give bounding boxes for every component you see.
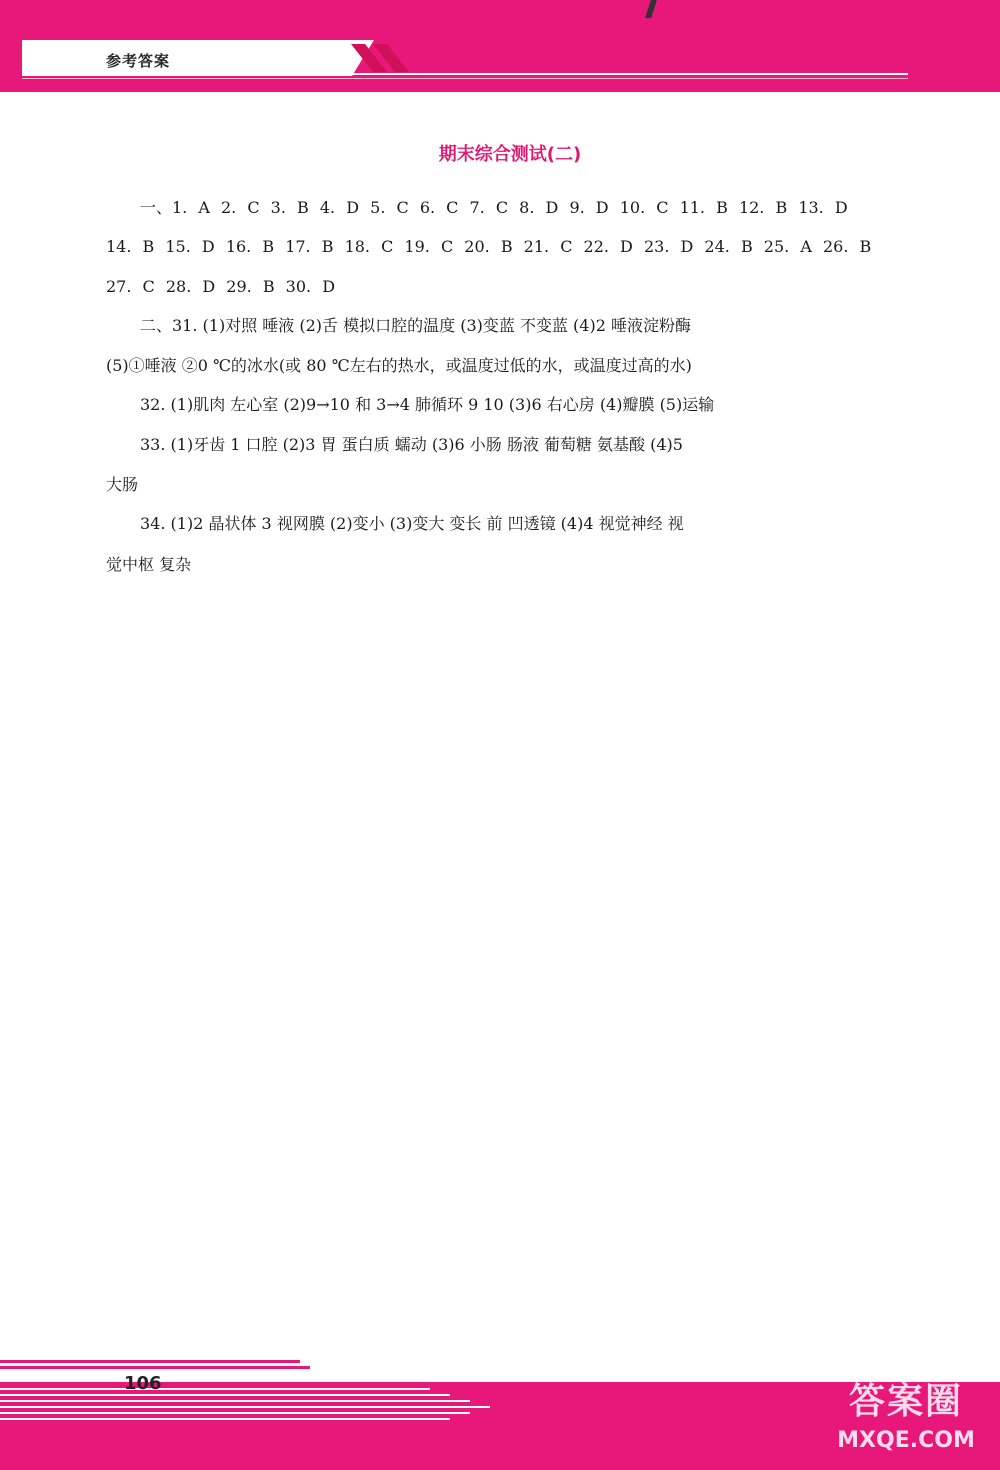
answer-line: 觉中枢 复杂 bbox=[106, 555, 192, 574]
header-label: 参考答案 bbox=[106, 52, 171, 70]
header-rule bbox=[22, 73, 908, 75]
footer-stripe bbox=[0, 1366, 310, 1369]
watermark-site: MXQE.COM bbox=[837, 1428, 975, 1453]
footer-rule bbox=[0, 1406, 490, 1408]
answer-line: 27. C 28. D 29. B 30. D bbox=[106, 277, 336, 296]
header-tab bbox=[22, 40, 352, 76]
watermark-logo: 答案圈 bbox=[848, 1381, 963, 1422]
footer-rule bbox=[0, 1394, 450, 1396]
answer-line: 34. (1)2 晶状体 3 视网膜 (2)变小 (3)变大 变长 前 凹透镜 (4)4 视觉神经 视 bbox=[140, 514, 684, 533]
answer-line: 二、31. (1)对照 唾液 (2)舌 模拟口腔的温度 (3)变蓝 不变蓝 (4)2 唾液淀粉酶 bbox=[140, 316, 691, 335]
footer-rule bbox=[0, 1388, 430, 1390]
page-number: 106 bbox=[124, 1373, 162, 1394]
footer-rule bbox=[0, 1400, 470, 1402]
answer-line: 一、1. A 2. C 3. B 4. D 5. C 6. C 7. C 8. D 9. D 10. C 11. B 12. B 13. D bbox=[140, 198, 848, 217]
footer-rule bbox=[0, 1418, 450, 1420]
answer-line: 33. (1)牙齿 1 口腔 (2)3 胃 蛋白质 蠕动 (3)6 小肠 肠液 葡萄糖 氨基酸 (4)5 bbox=[140, 435, 683, 454]
watermark bbox=[818, 1378, 994, 1464]
footer-rule bbox=[0, 1412, 470, 1414]
answer-line: 大肠 bbox=[106, 475, 139, 494]
section-title: 期末综合测试(二) bbox=[438, 144, 582, 165]
header-band bbox=[0, 0, 1000, 92]
header-rule bbox=[22, 78, 908, 79]
footer-stripe bbox=[0, 1360, 300, 1363]
answer-line: 14. B 15. D 16. B 17. B 18. C 19. C 20. B 21. C 22. D 23. D 24. B 25. A 26. B bbox=[106, 237, 872, 256]
answer-line: 32. (1)肌肉 左心室 (2)9→10 和 3→4 肺循环 9 10 (3)6 右心房 (4)瓣膜 (5)运输 bbox=[140, 395, 715, 414]
corner-mark bbox=[645, 0, 657, 18]
answer-line: (5)①唾液 ②0 ℃的冰水(或 80 ℃左右的热水，或温度过低的水，或温度过高的水) bbox=[106, 356, 692, 375]
